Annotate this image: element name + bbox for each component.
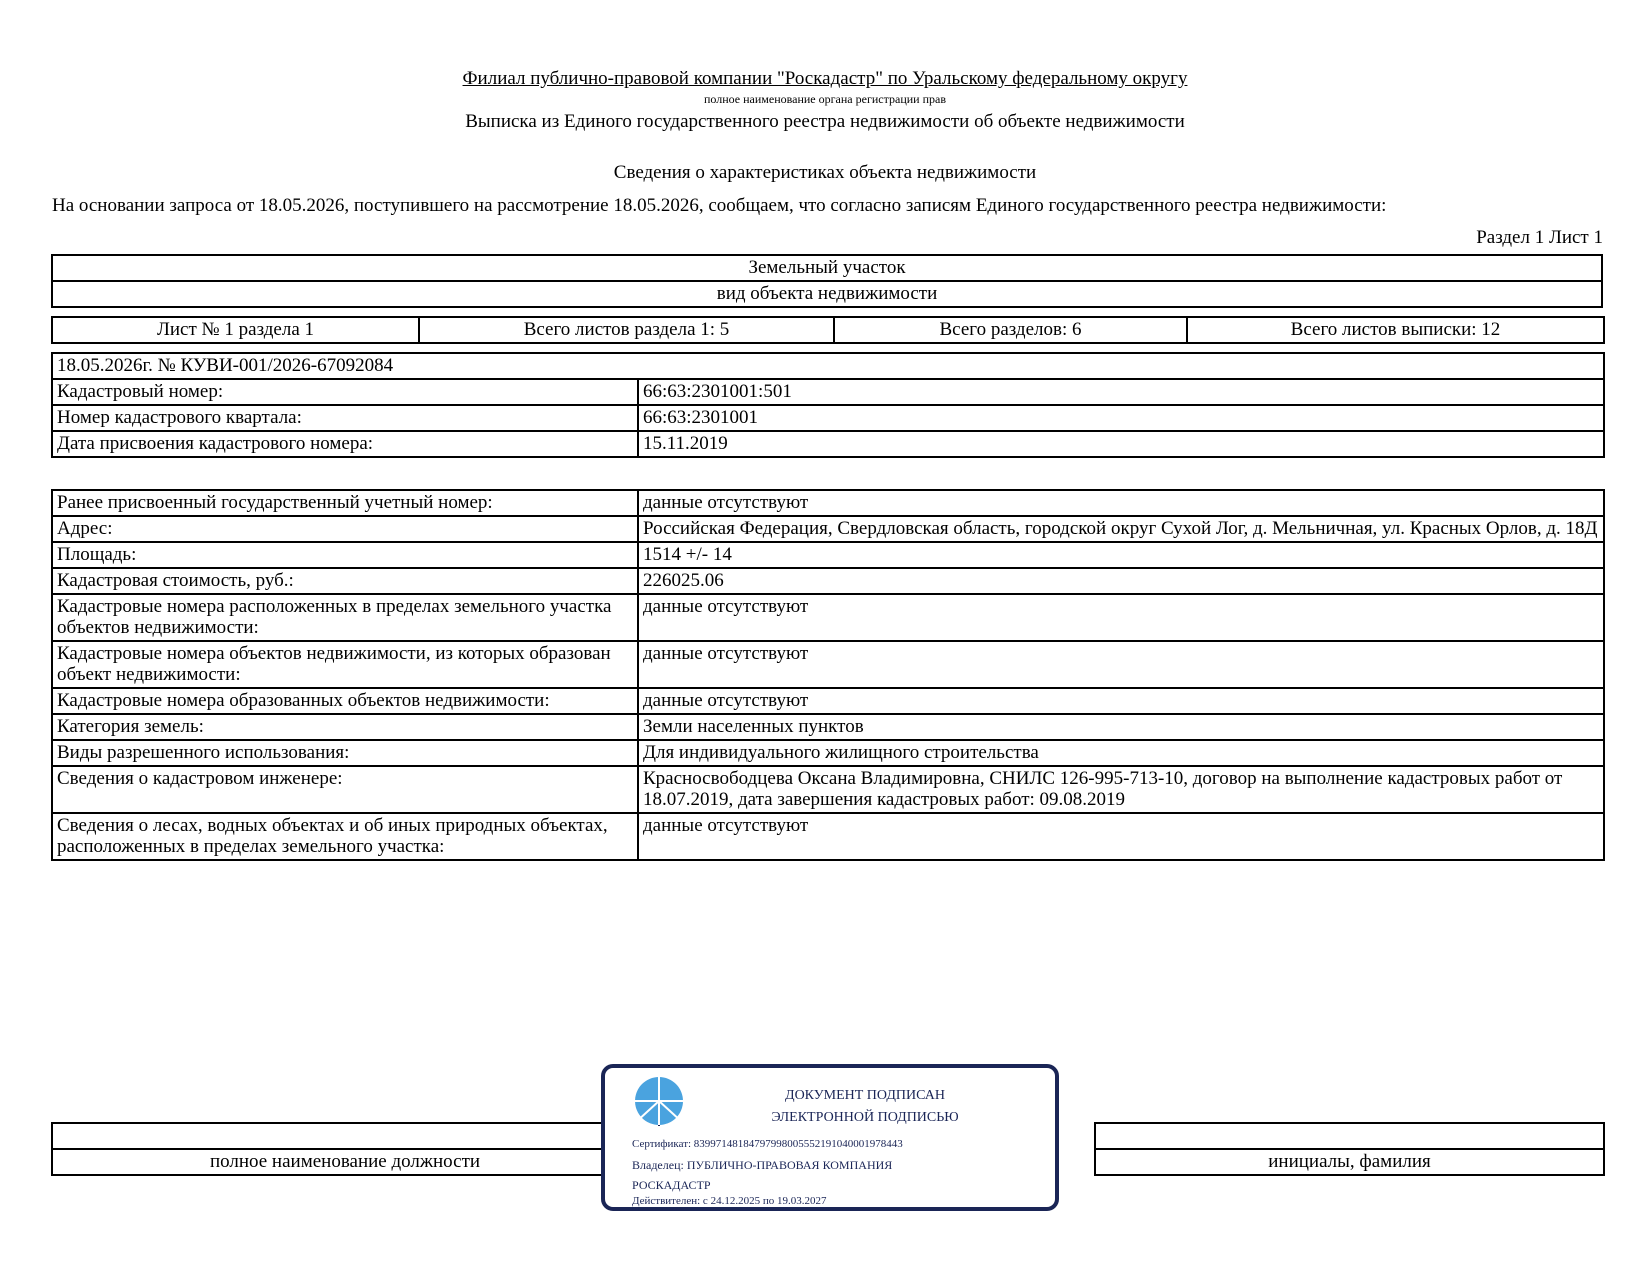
name-caption: инициалы, фамилия — [1095, 1149, 1604, 1175]
organization-name: Филиал публично-правовой компании "Роскадастр" по Уральскому федеральному округу — [462, 68, 1188, 89]
row-label: Сведения о лесах, водных объектах и об иных природных объектах, расположенных в пределах земельного участка: — [52, 813, 638, 860]
stamp-owner-line1: Владелец: ПУБЛИЧНО-ПРАВОВАЯ КОМПАНИЯ — [632, 1158, 893, 1172]
row-value: данные отсутствуют — [638, 688, 1604, 714]
table-row — [52, 766, 1604, 813]
stamp-certificate: Сертификат: 83997148184797998005552191040001978443 — [632, 1138, 903, 1150]
row-value: данные отсутствуют — [638, 641, 1604, 688]
record-number: 18.05.2026г. № КУВИ-001/2026-67092084 — [52, 353, 1604, 379]
sheets-table — [51, 316, 1605, 344]
row-label: Сведения о кадастровом инженере: — [52, 766, 638, 813]
organization-caption: полное наименование органа регистрации прав — [703, 92, 947, 106]
row-value: данные отсутствуют — [638, 490, 1604, 516]
row-label: Ранее присвоенный государственный учетный номер: — [52, 490, 638, 516]
row-value: Красносвободцева Оксана Владимировна, СНИЛС 126-995-713-10, договор на выполнение кадастровых работ от 18.07.2019, дата завершения кадастровых работ: 09.08.2019 — [638, 766, 1604, 813]
row-label: Адрес: — [52, 516, 638, 542]
row-value: 15.11.2019 — [638, 431, 1604, 457]
object-kind-table — [51, 254, 1603, 308]
table-row — [52, 813, 1604, 860]
row-value: 66:63:2301001:501 — [638, 379, 1604, 405]
electronic-signature-stamp — [601, 1064, 1059, 1211]
row-label: Кадастровые номера объектов недвижимости, из которых образован объект недвижимости: — [52, 641, 638, 688]
row-value: Для индивидуального жилищного строительства — [638, 740, 1604, 766]
object-kind-caption: вид объекта недвижимости — [52, 281, 1602, 307]
row-value: 66:63:2301001 — [638, 405, 1604, 431]
row-value: данные отсутствуют — [638, 813, 1604, 860]
rosreestr-logo-icon — [634, 1076, 684, 1126]
table-row — [52, 688, 1604, 714]
total-sections: Всего разделов: 6 — [834, 317, 1187, 343]
stamp-heading-line1: ДОКУМЕНТ ПОДПИСАН — [785, 1088, 945, 1103]
row-label: Категория земель: — [52, 714, 638, 740]
row-value: Земли населенных пунктов — [638, 714, 1604, 740]
name-field — [1095, 1123, 1604, 1149]
table-row — [52, 542, 1604, 568]
table-row — [52, 379, 1604, 405]
row-label: Кадастровые номера образованных объектов недвижимости: — [52, 688, 638, 714]
table-row — [52, 516, 1604, 542]
section-reference: Раздел 1 Лист 1 — [1476, 227, 1603, 248]
table-row — [52, 568, 1604, 594]
row-label: Дата присвоения кадастрового номера: — [52, 431, 638, 457]
total-section-sheets: Всего листов раздела 1: 5 — [419, 317, 834, 343]
total-extract-sheets: Всего листов выписки: 12 — [1187, 317, 1604, 343]
cadastral-table — [51, 352, 1605, 458]
table-row — [52, 490, 1604, 516]
table-row — [52, 641, 1604, 688]
details-table — [51, 489, 1605, 861]
row-label: Кадастровые номера расположенных в пределах земельного участка объектов недвижимости: — [52, 594, 638, 641]
position-field — [52, 1123, 638, 1149]
object-kind: Земельный участок — [52, 255, 1602, 281]
row-value: 226025.06 — [638, 568, 1604, 594]
row-label: Номер кадастрового квартала: — [52, 405, 638, 431]
row-label: Виды разрешенного использования: — [52, 740, 638, 766]
table-row — [52, 740, 1604, 766]
row-label: Площадь: — [52, 542, 638, 568]
request-basis: На основании запроса от 18.05.2026, поступившего на рассмотрение 18.05.2026, сообщаем, что согласно записям Единого государственного реестра недвижимости: — [52, 195, 1387, 216]
sheet-number: Лист № 1 раздела 1 — [52, 317, 419, 343]
stamp-validity: Действителен: с 24.12.2025 по 19.03.2027 — [632, 1195, 827, 1207]
row-value: данные отсутствуют — [638, 594, 1604, 641]
position-caption: полное наименование должности — [52, 1149, 638, 1175]
row-value: 1514 +/- 14 — [638, 542, 1604, 568]
stamp-heading-line2: ЭЛЕКТРОННОЙ ПОДПИСЬЮ — [771, 1110, 959, 1125]
table-row — [52, 405, 1604, 431]
table-row — [52, 594, 1604, 641]
row-label: Кадастровый номер: — [52, 379, 638, 405]
row-label: Кадастровая стоимость, руб.: — [52, 568, 638, 594]
table-row — [52, 714, 1604, 740]
document-subtitle: Сведения о характеристиках объекта недвижимости — [613, 162, 1037, 183]
table-row — [52, 431, 1604, 457]
stamp-owner-line2: РОСКАДАСТР — [632, 1178, 711, 1192]
document-title: Выписка из Единого государственного реестра недвижимости об объекте недвижимости — [465, 111, 1185, 132]
row-value: Российская Федерация, Свердловская область, городской округ Сухой Лог, д. Мельничная, ул. Красных Орлов, д. 18Д — [638, 516, 1604, 542]
